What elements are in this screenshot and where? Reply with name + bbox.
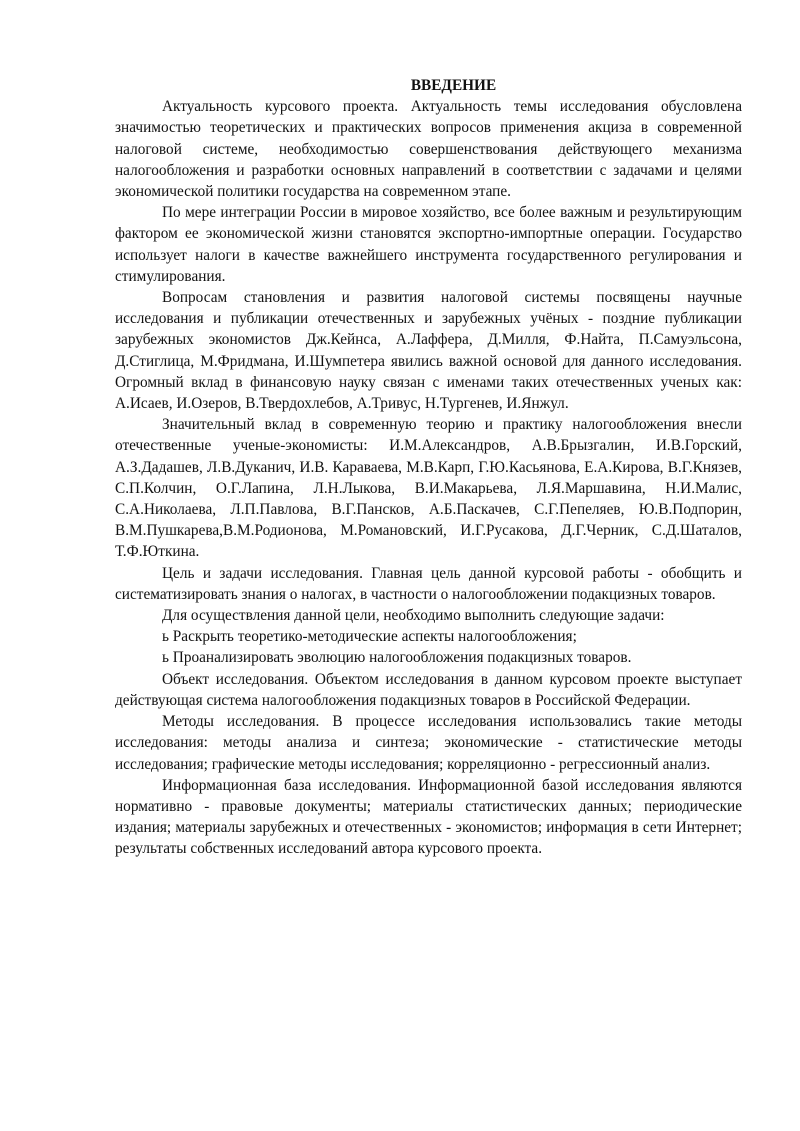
paragraph-info-base: Информационная база исследования. Информационной базой исследования являются нормативно - правовые документы; материалы статистических данных; периодические издания; материалы зарубежных и отечественных - экономистов; информация в сети Интернет; результаты собственных исследований автора курсового проекта. [115,776,742,858]
paragraph-integration: По мере интеграции России в мировое хозяйство, все более важным и результирующим фактором ее экономической жизни становятся экспортно-импортные операции. Государство использует налоги в качестве важнейшего инструмента государственного регулирования и стимулирования. [115,204,742,285]
list-item-task-2: ь Проанализировать эволюцию налогообложения подакцизных товаров. [162,649,632,667]
document-body [115,75,742,860]
list-item-task-1: ь Раскрыть теоретико-методические аспекты налогообложения; [162,628,577,646]
paragraph-goal: Цель и задачи исследования. Главная цель данной курсовой работы - обобщить и систематизировать знания о налогах, в частности о налогообложении подакцизных товаров. [115,564,742,603]
paragraph-research-domestic: Значительный вклад в современную теорию и практику налогообложения внесли отечественные ученые-экономисты: И.М.Александров, А.В.Брызгалин, И.В.Горский, А.З.Дадашев, Л.В.Дуканич, И.В. Караваева, М.В.Карп, Г.Ю.Касьянова, Е.А.Кирова, В.Г.Князев, С.П.Колчин, О.Г.Лапина, Л.Н.Лыкова, В.И.Макарьева, Л.Я.Маршавина, Н.И.Малис, С.А.Николаева, Л.П.Павлова, В.Г.Пансков, А.Б.Паскачев, С.Г.Пепеляев, Ю.В.Подпорин, В.М.Пушкарева,В.М.Родионова, М.Романовский, И.Г.Русакова, Д.Г.Черник, С.Д.Шаталов, Т.Ф.Юткина. [115,416,742,561]
paragraph-relevance: Актуальность курсового проекта. Актуальность темы исследования обусловлена значимостью теоретических и практических вопросов применения акциза в современной налоговой системе, необходимостью совершенствования действующего механизма налогообложения и разработки основных направлений в соответствии с задачами и целями экономической политики государства на современном этапе. [115,98,742,201]
paragraph-tasks-intro: Для осуществления данной цели, необходимо выполнить следующие задачи: [162,607,665,625]
paragraph-object: Объект исследования. Объектом исследования в данном курсовом проекте выступает действующая система налогообложения подакцизных товаров в Российской Федерации. [115,670,742,709]
section-title: ВВЕДЕНИЕ [410,77,497,94]
paragraph-methods: Методы исследования. В процессе исследования использовались такие методы исследования: методы анализа и синтеза; экономические - статистические методы исследования; графические методы исследования; корреляционно - регрессионный анализ. [115,713,742,773]
paragraph-research-foreign: Вопросам становления и развития налоговой системы посвящены научные исследования и публикации отечественных и зарубежных учёных - поздние публикации зарубежных экономистов Дж.Кейнса, А.Лаффера, Д.Милля, Ф.Найта, П.Самуэльсона, Д.Стиглица, М.Фридмана, И.Шумпетера явились важной основой для данного исследования. Огромный вклад в финансовую науку связан с именами таких отечественных ученых как: А.Исаев, И.Озеров, В.Твердохлебов, А.Тривус, Н.Тургенев, И.Янжул. [115,289,742,413]
